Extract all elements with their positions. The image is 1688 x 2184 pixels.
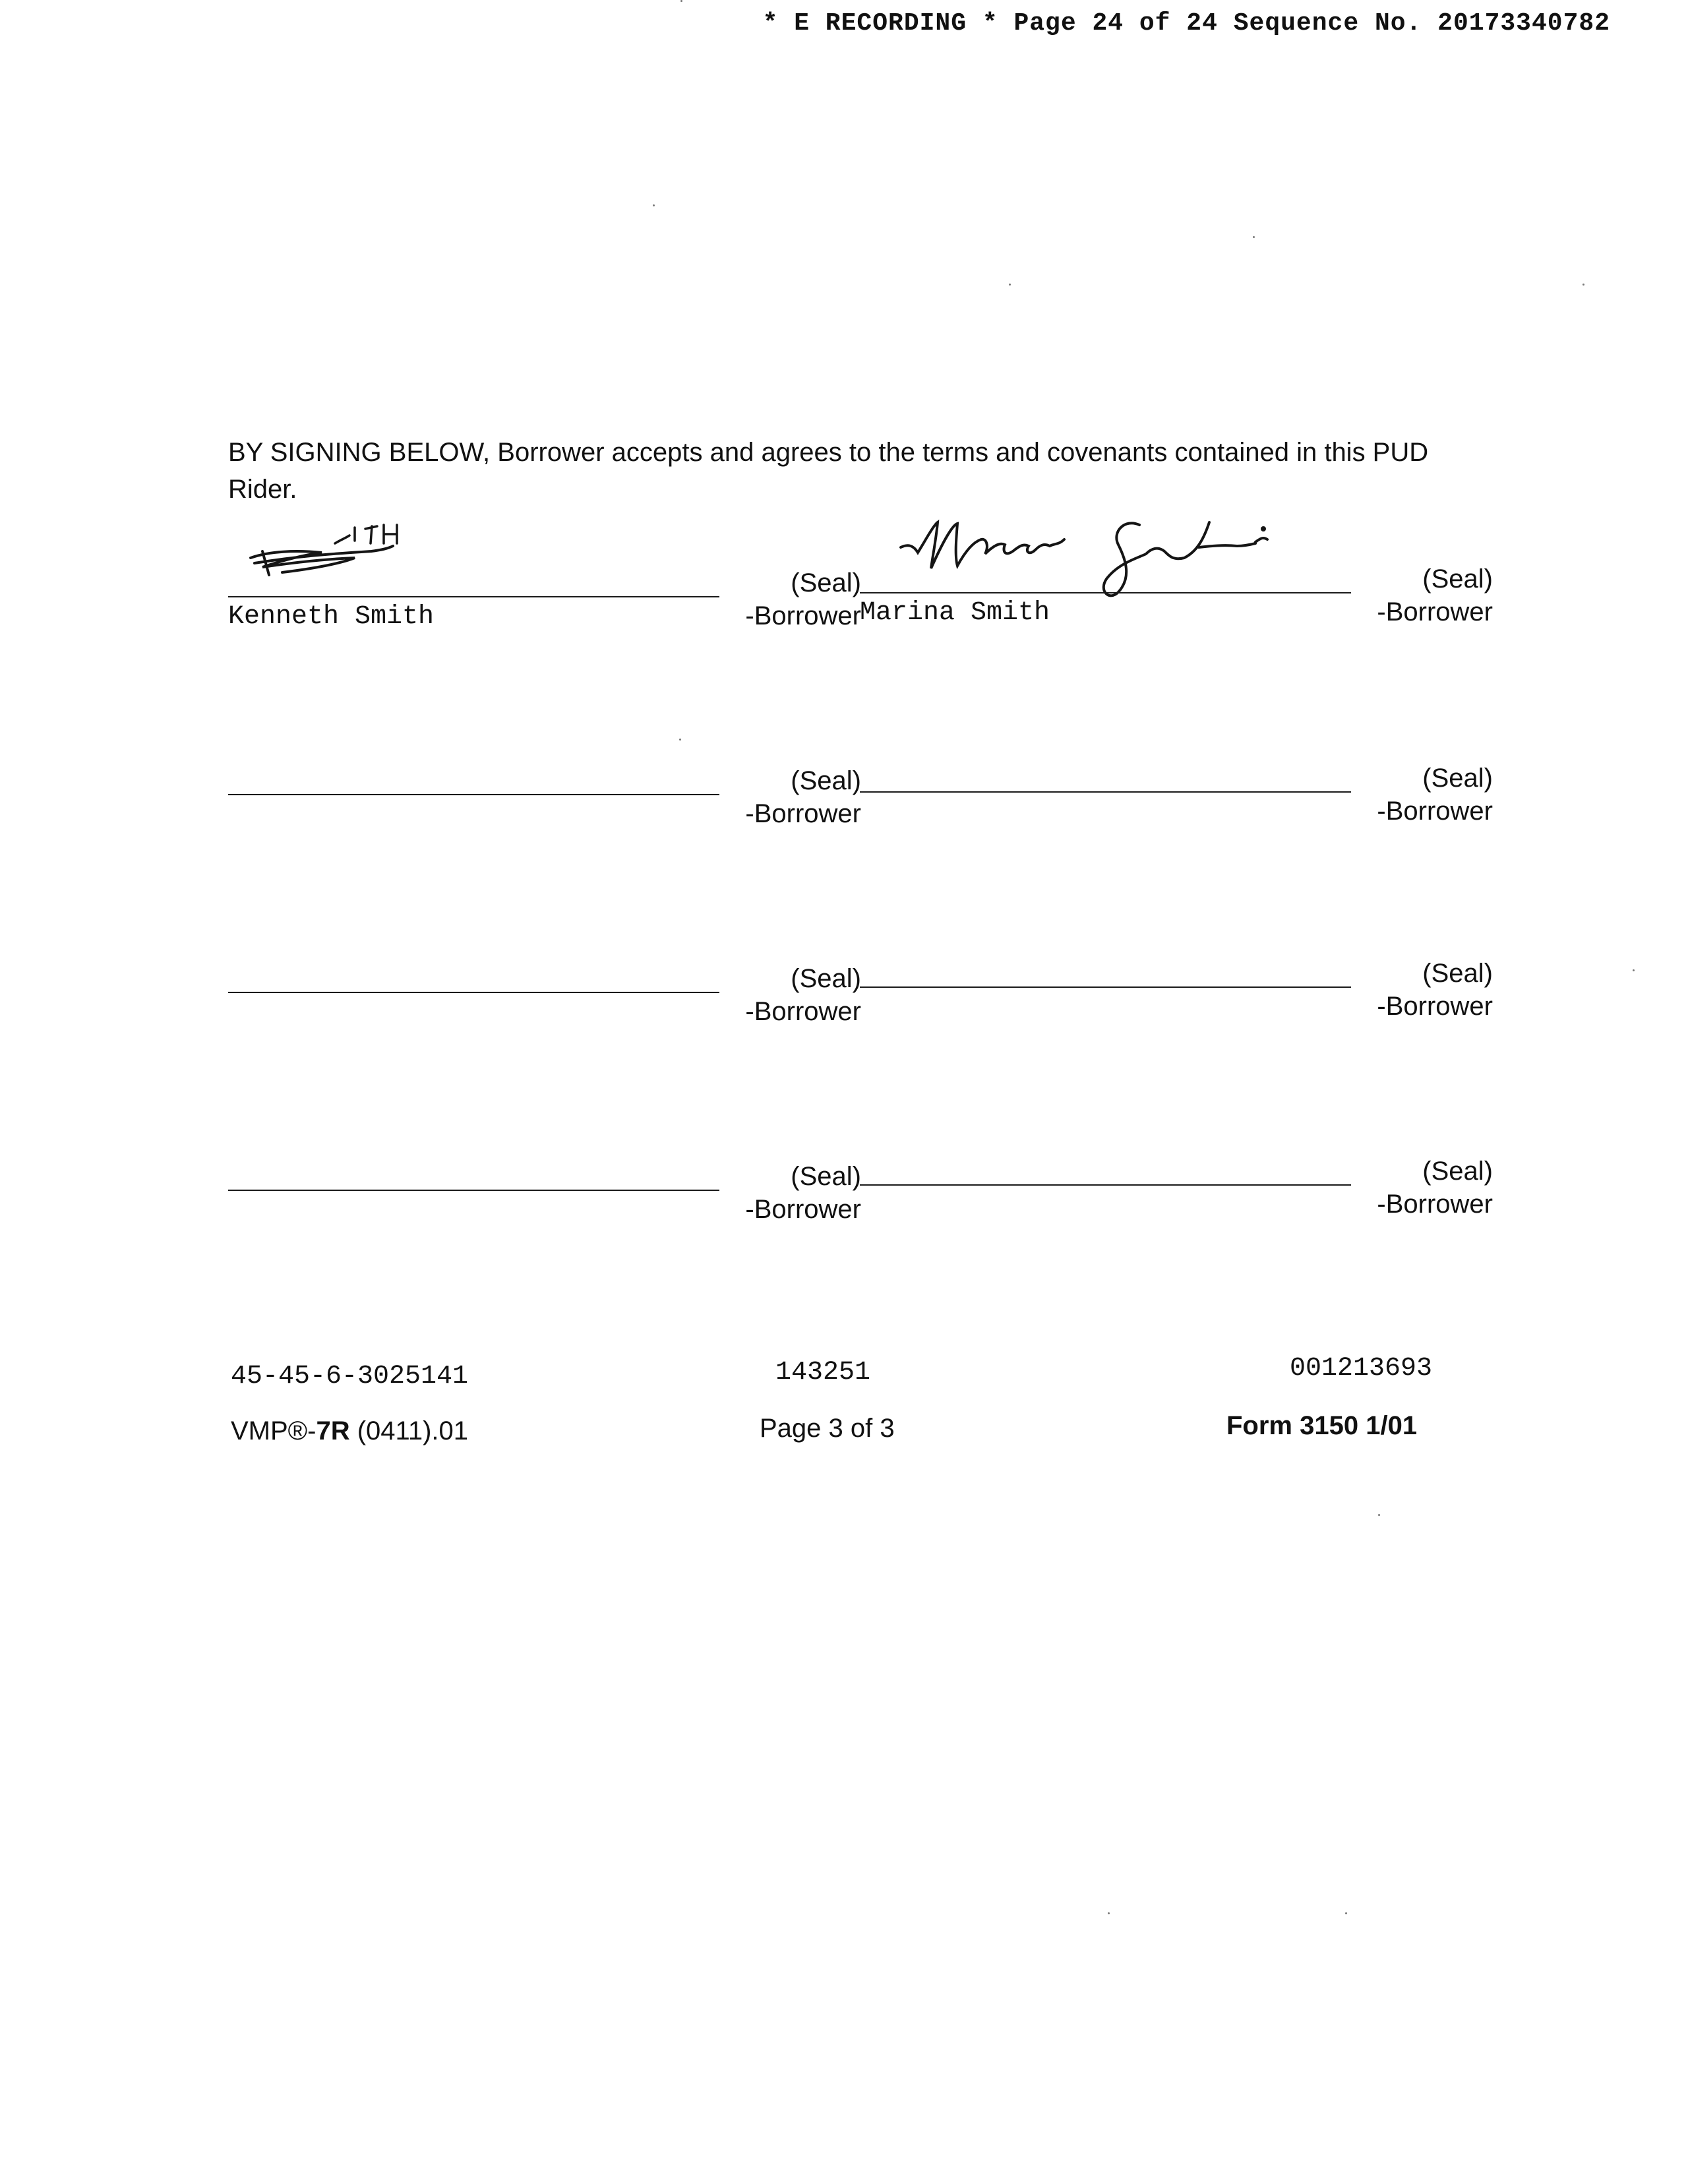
signature-line [228, 596, 719, 597]
signature-line [860, 986, 1351, 988]
borrower-label: -Borrower [745, 1195, 861, 1224]
signature-block-kenneth [228, 562, 861, 641]
seal-label: (Seal) [791, 1162, 861, 1191]
scan-speck [1633, 969, 1635, 971]
form-code-prefix: VMP®- [231, 1416, 316, 1445]
page-label: Page 3 of 3 [760, 1414, 895, 1443]
recording-header: * E RECORDING * Page 24 of 24 Sequence No. 20173340782 [762, 9, 1610, 38]
reference-number: 143251 [775, 1358, 871, 1387]
seal-label: (Seal) [791, 568, 861, 597]
signature-kenneth [243, 517, 440, 590]
scan-speck [1108, 1912, 1110, 1914]
signature-block-blank-2 [860, 757, 1493, 836]
signature-line [228, 1190, 719, 1191]
signature-line [228, 794, 719, 795]
seal-label: (Seal) [791, 766, 861, 795]
form-code-bold: 7R [316, 1416, 350, 1445]
borrower-label: -Borrower [1377, 797, 1493, 826]
borrower-label: -Borrower [745, 601, 861, 630]
signing-statement: BY SIGNING BELOW, Borrower accepts and agrees to the terms and covenants contained in this PUD Rider. [228, 438, 1429, 504]
seal-label: (Seal) [1422, 959, 1493, 988]
signature-block-blank-3 [228, 957, 861, 1037]
signature-line [228, 992, 719, 993]
scan-speck [1582, 284, 1584, 286]
signer-name: Marina Smith [860, 598, 1050, 628]
document-number: 001213693 [1290, 1354, 1433, 1383]
seal-label: (Seal) [1422, 564, 1493, 593]
borrower-label: -Borrower [745, 997, 861, 1026]
signature-line [860, 1184, 1351, 1186]
borrower-label: -Borrower [745, 799, 861, 828]
scan-speck [680, 0, 682, 2]
form-code-suffix: (0411).01 [349, 1416, 468, 1445]
signature-block-blank-6 [860, 1150, 1493, 1229]
scan-speck [1345, 1912, 1347, 1914]
scan-speck [653, 204, 655, 206]
form-label: Form 3150 1/01 [1226, 1411, 1418, 1440]
signature-block-blank-4 [860, 952, 1493, 1031]
signature-line [860, 592, 1351, 593]
borrower-label: -Borrower [1377, 597, 1493, 626]
signer-name: Kenneth Smith [228, 602, 435, 632]
scan-speck [1009, 284, 1011, 286]
seal-label: (Seal) [1422, 764, 1493, 793]
seal-label: (Seal) [791, 964, 861, 993]
signature-line [860, 791, 1351, 793]
signature-marina [894, 505, 1342, 611]
borrower-label: -Borrower [1377, 1190, 1493, 1219]
scan-speck [679, 739, 681, 741]
signature-block-blank-1 [228, 760, 861, 839]
form-code [231, 1415, 468, 1447]
loan-number: 45-45-6-3025141 [231, 1362, 469, 1391]
signature-block-marina [860, 558, 1493, 637]
scan-speck [1378, 1514, 1380, 1516]
signature-block-blank-5 [228, 1155, 861, 1234]
borrower-label: -Borrower [1377, 992, 1493, 1021]
seal-label: (Seal) [1422, 1157, 1493, 1186]
scan-speck [1253, 236, 1255, 238]
